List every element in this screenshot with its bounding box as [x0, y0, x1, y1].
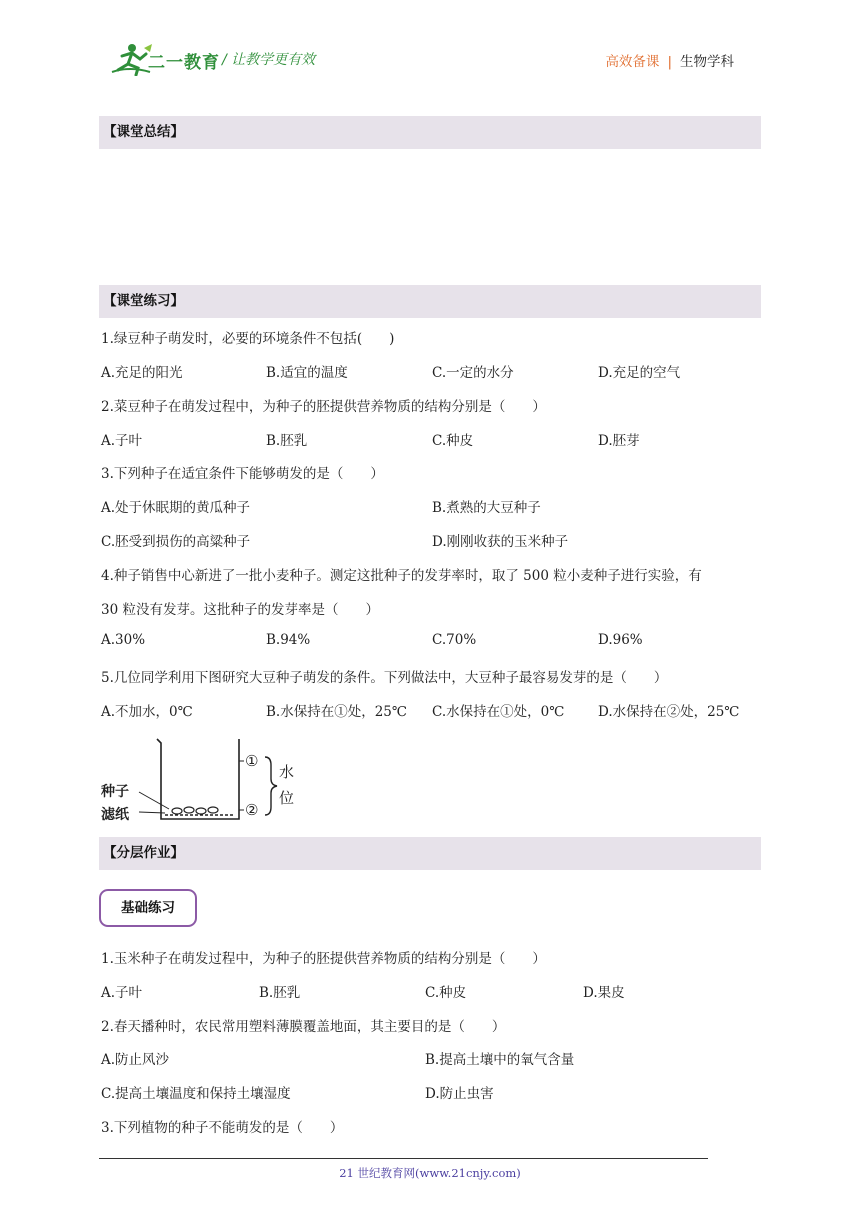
- water-label-1: 水: [279, 763, 295, 781]
- practice-q3-opt-b: B.煮熟的大豆种子: [432, 500, 541, 516]
- practice-q1-opt-b: B.适宜的温度: [266, 365, 348, 381]
- practice-q2: 2.菜豆种子在萌发过程中，为种子的胚提供营养物质的结构分别是（ ）: [101, 399, 546, 415]
- slogan-text: 让教学更有效: [231, 52, 316, 68]
- homework-q2-opt-d: D.防止虫害: [425, 1086, 494, 1102]
- beaker-outline: [157, 739, 239, 819]
- homework-q3: 3.下列植物的种子不能萌发的是（ ）: [101, 1120, 344, 1136]
- mark-1: ①: [245, 752, 259, 770]
- homework-q2-opt-a: A.防止风沙: [101, 1052, 170, 1068]
- section-practice: 【课堂练习】: [99, 285, 761, 318]
- practice-q4-line1: 4.种子销售中心新进了一批小麦种子。测定这批种子的发芽率时，取了 500 粒小麦种子进行实验，有: [101, 568, 702, 584]
- water-label-2: 位: [279, 789, 295, 807]
- logo-text: 二一教育: [148, 53, 220, 73]
- label-filter-paper: 滤纸: [101, 807, 129, 823]
- homework-q1-opt-d: D.果皮: [583, 985, 625, 1001]
- water-level-brace: [265, 757, 277, 815]
- homework-q1-opt-c: C.种皮: [425, 985, 467, 1001]
- practice-q2-opt-b: B.胚乳: [266, 433, 308, 449]
- practice-q5: 5.几位同学利用下图研究大豆种子萌发的条件。下列做法中，大豆种子最容易发芽的是（ ）: [101, 670, 668, 686]
- practice-q3-opt-d: D.刚刚收获的玉米种子: [432, 534, 569, 550]
- practice-q3-opt-a: A.处于休眠期的黄瓜种子: [101, 500, 251, 516]
- homework-q2: 2.春天播种时，农民常用塑料薄膜覆盖地面，其主要目的是（ ）: [101, 1019, 506, 1035]
- practice-q4-opt-b: B.94%: [266, 632, 311, 648]
- footer-rule: [99, 1158, 708, 1159]
- practice-q1: 1.绿豆种子萌发时，必要的环境条件不包括( ): [101, 331, 395, 347]
- tier-basic-label: 基础练习: [99, 889, 197, 927]
- header-separator: |: [667, 54, 672, 70]
- section-homework: 【分层作业】: [99, 837, 761, 870]
- practice-q1-opt-a: A.充足的阳光: [101, 365, 183, 381]
- practice-q5-opt-a: A.不加水，0℃: [101, 704, 193, 720]
- header-subject: 生物学科: [680, 54, 734, 70]
- practice-q5-opt-b: B.水保持在①处，25℃: [266, 704, 407, 720]
- footer-text[interactable]: 21 世纪教育网(www.21cnjy.com): [339, 1166, 521, 1180]
- practice-q2-opt-c: C.种皮: [432, 433, 474, 449]
- practice-q2-opt-d: D.胚芽: [598, 433, 640, 449]
- practice-q3-opt-c: C.胚受到损伤的高粱种子: [101, 534, 251, 550]
- homework-q2-opt-b: B.提高土壤中的氧气含量: [425, 1052, 575, 1068]
- homework-q1: 1.玉米种子在萌发过程中，为种子的胚提供营养物质的结构分别是（ ）: [101, 951, 546, 967]
- label-seed: 种子: [101, 784, 129, 800]
- homework-q2-opt-c: C.提高土壤温度和保持土壤湿度: [101, 1086, 291, 1102]
- practice-q1-opt-d: D.充足的空气: [598, 365, 681, 381]
- slogan: / 让教学更有效: [222, 52, 316, 68]
- section-summary: 【课堂总结】: [99, 116, 761, 149]
- practice-q5-opt-d: D.水保持在②处，25℃: [598, 704, 740, 720]
- homework-q1-opt-a: A.子叶: [101, 985, 143, 1001]
- practice-q1-opt-c: C.一定的水分: [432, 365, 514, 381]
- header-right: [605, 50, 734, 70]
- practice-q4-line2: 30 粒没有发芽。这批种子的发芽率是（ ）: [101, 602, 379, 618]
- page-header: [0, 0, 860, 100]
- mark-2: ②: [245, 801, 259, 819]
- header-accent: 高效备课: [605, 54, 660, 70]
- practice-q4-opt-c: C.70%: [432, 632, 477, 648]
- seeds: [172, 807, 218, 814]
- practice-q4-opt-a: A.30%: [101, 632, 146, 648]
- practice-q2-opt-a: A.子叶: [101, 433, 143, 449]
- practice-q5-opt-c: C.水保持在①处，0℃: [432, 704, 565, 720]
- practice-q3: 3.下列种子在适宜条件下能够萌发的是（ ）: [101, 466, 384, 482]
- homework-q1-opt-b: B.胚乳: [259, 985, 301, 1001]
- beaker-diagram: [99, 733, 309, 828]
- practice-q4-opt-d: D.96%: [598, 632, 643, 648]
